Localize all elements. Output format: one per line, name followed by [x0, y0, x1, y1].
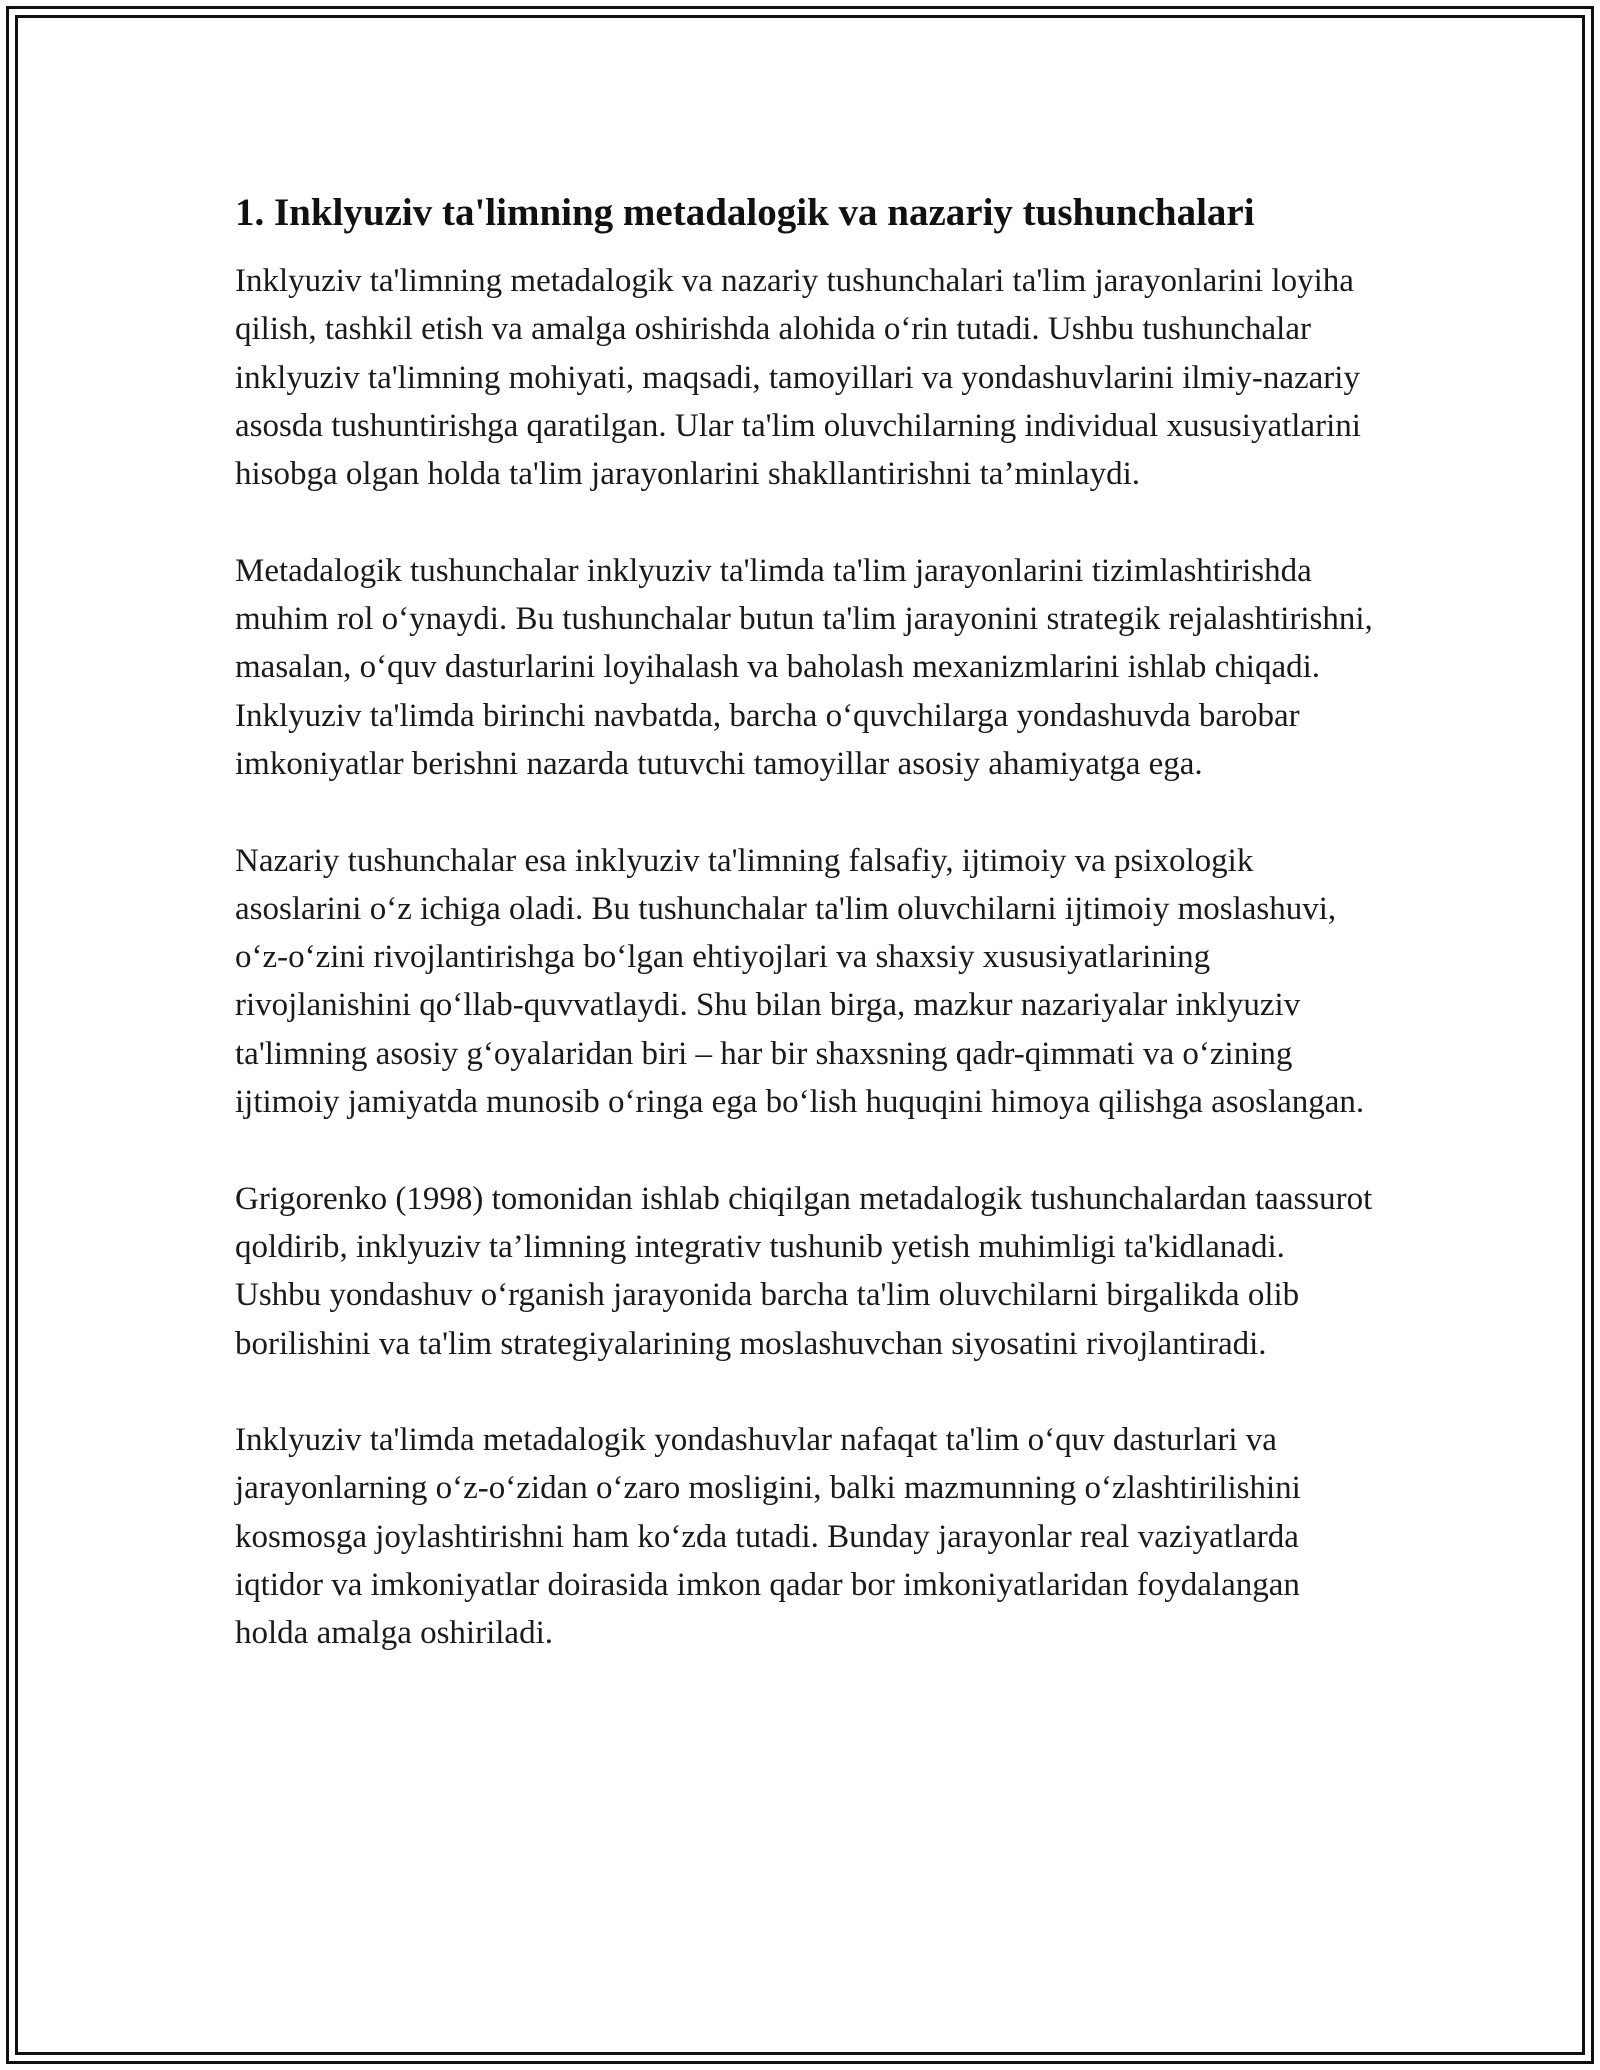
document-body: [235, 187, 1375, 1706]
paragraph-3: Nazariy tushunchalar esa inklyuziv ta'limning falsafiy, ijtimoiy va psixologik asoslarini o‘z ichiga oladi. Bu tushunchalar ta'lim oluvchilarni ijtimoiy moslashuvi, o‘z-o‘zini rivojlantirishga bo‘lgan ehtiyojlari va shaxsiy xususiyatlarining rivojlanishini qo‘llab-quvvatlaydi. Shu bilan birga, mazkur nazariyalar inklyuziv ta'limning asosiy g‘oyalaridan biri – har bir shaxsning qadr-qimmati va o‘zining ijtimoiy jamiyatda munosib o‘ringa ega bo‘lish huquqini himoya qilishga asoslangan.: [235, 842, 1365, 1121]
paragraph-1: Inklyuziv ta'limning metadalogik va nazariy tushunchalari ta'lim jarayonlarini loyiha qilish, tashkil etish va amalga oshirishda alohida o‘rin tutadi. Ushbu tushunchalar inklyuziv ta'limning mohiyati, maqsadi, tamoyillari va yondashuvlarini ilmiy-nazariy asosda tushuntirishga qaratilgan. Ular ta'lim oluvchilarning individual xususiyatlarini hisobga olgan holda ta'lim jarayonlarini shakllantirishni ta’minlaydi.: [235, 263, 1361, 493]
paragraph-2: Metadalogik tushunchalar inklyuziv ta'limda ta'lim jarayonlarini tizimlashtirishda muhim rol o‘ynaydi. Bu tushunchalar butun ta'lim jarayonini strategik rejalashtirishni, masalan, o‘quv dasturlarini loyihalash va baholash mexanizmlarini ishlab chiqadi. Inklyuziv ta'limda birinchi navbatda, barcha o‘quvchilarga yondashuvda barobar imkoniyatlar berishni nazarda tutuvchi tamoyillar asosiy ahamiyatga ega.: [235, 552, 1373, 782]
paragraph-5: Inklyuziv ta'limda metadalogik yondashuvlar nafaqat ta'lim o‘quv dasturlari va jarayonlarning o‘z-o‘zidan o‘zaro mosligini, balki mazmunning o‘zlashtirilishini kosmosga joylashtirishni ham ko‘zda tutadi. Bunday jarayonlar real vaziyatlarda iqtidor va imkoniyatlar doirasida imkon qadar bor imkoniyatlaridan foydalangan holda amalga oshiriladi.: [235, 1422, 1301, 1652]
section-heading: 1. Inklyuziv ta'limning metadalogik va nazariy tushunchalari: [235, 191, 1255, 234]
paragraph-4: Grigorenko (1998) tomonidan ishlab chiqilgan metadalogik tushunchalardan taassurot qoldirib, inklyuziv ta’limning integrativ tushunib yetish muhimligi ta'kidlanadi. Ushbu yondashuv o‘rganish jarayonida barcha ta'lim oluvchilarni birgalikda olib borilishini va ta'lim strategiyalarining moslashuvchan siyosatini rivojlantiradi.: [235, 1180, 1373, 1362]
